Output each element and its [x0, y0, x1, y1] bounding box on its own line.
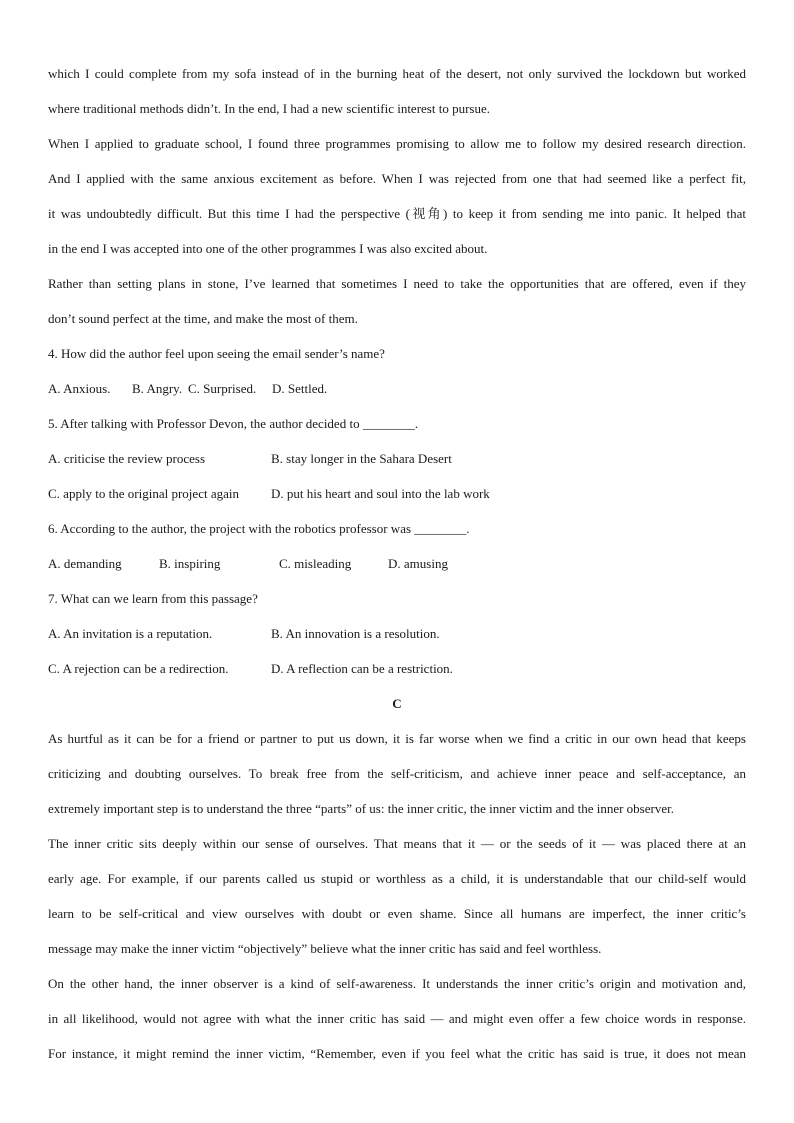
- option-b: B. An innovation is a resolution.: [271, 626, 440, 641]
- paragraph-line: in all likelihood, would not agree with what the inner critic has said — and might even offer a few choice words in response.: [48, 1011, 746, 1026]
- paragraph-line: don’t sound perfect at the time, and make the most of them.: [48, 311, 358, 326]
- option-row: [48, 651, 746, 686]
- option-c: C. A rejection can be a redirection.: [48, 661, 229, 676]
- paragraph-line: For instance, it might remind the inner victim, “Remember, even if you feel what the critic has said is true, it does not mean: [48, 1046, 746, 1061]
- paragraph-line: On the other hand, the inner observer is a kind of self-awareness. It understands the inner critic’s origin and motivation and,: [48, 976, 746, 991]
- paragraph-line: in the end I was accepted into one of the other programmes I was also excited about.: [48, 241, 488, 256]
- option-a: A. criticise the review process: [48, 451, 206, 466]
- option-d: D. put his heart and soul into the lab work: [271, 486, 490, 501]
- question-7: [48, 581, 746, 686]
- option-b: B. Angry.: [132, 381, 183, 396]
- paragraph-line: As hurtful as it can be for a friend or partner to put us down, it is far worse when we find a critic in our own head that keeps: [48, 731, 746, 746]
- option-d: D. amusing: [388, 556, 448, 571]
- paragraph-line: early age. For example, if our parents called us stupid or worthless as a child, it is understandable that our child-self would: [48, 871, 746, 886]
- paragraph-line: And I applied with the same anxious excitement as before. When I was rejected from one that had seemed like a perfect fit,: [48, 171, 746, 186]
- option-row: [48, 476, 746, 511]
- option-b: B. stay longer in the Sahara Desert: [271, 451, 452, 466]
- passage-c: [48, 721, 746, 1071]
- paragraph-line: Rather than setting plans in stone, I’ve learned that sometimes I need to take the opportunities that are offered, even if they: [48, 276, 746, 291]
- question-5: [48, 406, 746, 511]
- option-c: C. misleading: [279, 556, 352, 571]
- question-4: [48, 336, 746, 406]
- option-c: C. apply to the original project again: [48, 486, 239, 501]
- paragraph-line: When I applied to graduate school, I found three programmes promising to allow me to follow my desired research direction.: [48, 136, 746, 151]
- question-stem: 7. What can we learn from this passage?: [48, 591, 258, 606]
- option-c: C. Surprised.: [188, 381, 257, 396]
- section-heading: C: [392, 696, 402, 711]
- option-a: A. Anxious.: [48, 381, 111, 396]
- paragraph-line: criticizing and doubting ourselves. To break free from the self-criticism, and achieve inner peace and self-acceptance, an: [48, 766, 746, 781]
- paragraph-line: learn to be self-critical and view ourselves with doubt or even shame. Since all humans are imperfect, the inner critic’s: [48, 906, 746, 921]
- option-d: D. Settled.: [272, 381, 328, 396]
- option-row: [48, 371, 746, 406]
- document-page: [48, 56, 746, 1071]
- option-b: B. inspiring: [159, 556, 221, 571]
- question-stem: 4. How did the author feel upon seeing the email sender’s name?: [48, 346, 385, 361]
- option-row: [48, 441, 746, 476]
- passage-b-continuation: [48, 56, 746, 336]
- paragraph-line: which I could complete from my sofa instead of in the burning heat of the desert, not only survived the lockdown but worked: [48, 66, 746, 81]
- question-6: [48, 511, 746, 581]
- option-row: [48, 546, 746, 581]
- paragraph-line: where traditional methods didn’t. In the end, I had a new scientific interest to pursue.: [48, 101, 490, 116]
- option-a: A. demanding: [48, 556, 122, 571]
- question-stem: 6. According to the author, the project with the robotics professor was ________.: [48, 521, 470, 536]
- option-a: A. An invitation is a reputation.: [48, 626, 213, 641]
- paragraph-line: extremely important step is to understand the three “parts” of us: the inner critic, the inner victim and the inner observer.: [48, 801, 674, 816]
- option-row: [48, 616, 746, 651]
- paragraph-line: message may make the inner victim “objectively” believe what the inner critic has said and feel worthless.: [48, 941, 602, 956]
- paragraph-line: it was undoubtedly difficult. But this time I had the perspective (视角) to keep it from sending me into panic. It helped that: [48, 206, 746, 221]
- option-d: D. A reflection can be a restriction.: [271, 661, 453, 676]
- paragraph-line: The inner critic sits deeply within our sense of ourselves. That means that it — or the seeds of it — was placed there at an: [48, 836, 746, 851]
- question-stem: 5. After talking with Professor Devon, the author decided to ________.: [48, 416, 419, 431]
